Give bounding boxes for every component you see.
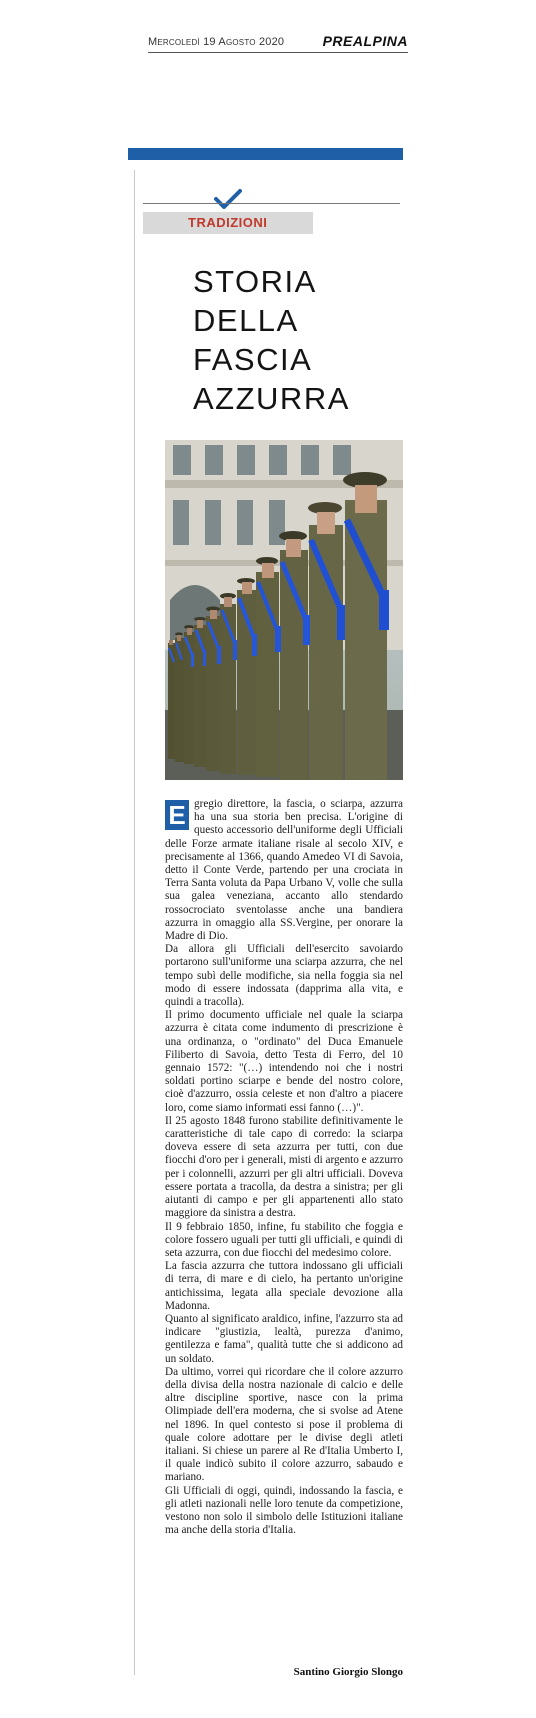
paragraph: La fascia azzurra che tuttora indossano gli ufficiali di terra, di mare e di cielo, ha pertanto un'origine antichissima, legata alla speciale devozione alla Madonna. [165, 1260, 403, 1312]
paragraph: Da allora gli Ufficiali dell'esercito savoiardo portarono sull'uniforme una sciarpa azzurra, che nel tempo subì delle modifiche, sia nella foggia sia nel modo di essere indossata (dapprima alla vita, e quindi a tracolla). [165, 943, 403, 1009]
paragraph: Quanto al significato araldico, infine, l'azzurro sta ad indicare "giustizia, lealtà, purezza d'animo, gentilezza e fama", qualità tutte che si addicono ad un soldato. [165, 1312, 403, 1365]
paragraph [165, 798, 403, 943]
paragraph-text: gregio direttore, la fascia, o sciarpa, azzurra ha una sua storia ben precisa. L'origine di questo accessorio dell'uniforme degli Ufficiali delle Forze armate italiane risale al secolo XIV, e precisamente al 1366, quando Amedeo VI di Savoia, detto il Conte Verde, partendo per una crociata in Terra Santa voluta da Papa Urbano V, volle che sulla sua galea veneziana, accanto allo stendardo rossocrociato sventolasse anche una bandiera azzurra in omaggio alla SS.Vergine, per onorare la Madre di Dio. [165, 798, 403, 943]
title-line: FASCIA [193, 342, 313, 377]
paragraph: Il 25 agosto 1848 furono stabilite definitivamente le caratteristiche di tale capo di corredo: la sciarpa doveva essere di seta azzurra per tutti, con due fiocchi d'oro per i generali, misti di argento e azzurro per i colonnelli, azzurri per gli altri ufficiali. Doveva essere portata a tracolla, da destra a sinistra; per gli aiutanti di campo e per gli appartenenti allo stato maggiore da sinistra a destra. [165, 1114, 403, 1220]
drop-cap: E [165, 800, 189, 830]
title-line: DELLA [193, 303, 299, 338]
soldiers-parade-photo [165, 440, 403, 780]
rubric-label-box [143, 212, 313, 234]
title-line: STORIA [193, 264, 317, 299]
article-photo [165, 440, 403, 780]
article-title [193, 262, 403, 418]
title-line: AZZURRA [193, 381, 350, 416]
section-color-bar [128, 148, 403, 160]
newspaper-masthead: PREALPINA [322, 33, 408, 49]
page-header [148, 32, 408, 53]
column-divider [134, 170, 135, 1675]
article-body [165, 798, 403, 1537]
header-date: Mercoledì 19 Agosto 2020 [148, 36, 285, 48]
paragraph: Gli Ufficiali di oggi, quindi, indossando la fascia, e gli atleti nazionali nelle loro tenute da competizione, vestono non solo il simbolo delle Istituzioni italiane ma anche della storia d'Italia. [165, 1484, 403, 1537]
paragraph: Il primo documento ufficiale nel quale la sciarpa azzurra è citata come indumento di prescrizione è una ordinanza, o "ordinato" del Duca Emanuele Filiberto di Savoia, detto Testa di Ferro, del 10 gennaio 1572: "(…) intendendo noi che i nostri soldati portino sciarpe e bende del nostro colore, cioè d'azzurro, ossia celeste et non d'altro a piacere loro, come siamo informati essi fanno (…)". [165, 1009, 403, 1114]
author-signature: Santino Giorgio Slongo [293, 1666, 403, 1678]
checkmark-icon [213, 188, 243, 210]
paragraph: Il 9 febbraio 1850, infine, fu stabilito che foggia e colore fossero uguali per tutti gli ufficiali, e quindi di seta azzurra, con due fiocchi del medesimo colore. [165, 1220, 403, 1259]
rubric-rule [143, 203, 400, 204]
rubric-label: TRADIZIONI [188, 215, 268, 230]
paragraph: Da ultimo, vorrei qui ricordare che il colore azzurro della divisa della nostra nazionale di calcio e delle altre discipline sportive, nasce con la prima Olimpiade dell'era moderna, che si svolse ad Atene nel 1896. In quel contesto si pose il problema di quale colore adottare per le divise degli atleti italiani. Si chiese un parere al Re d'Italia Umberto I, il quale indicò subito il colore azzurro, sabaudo e mariano. [165, 1365, 403, 1484]
